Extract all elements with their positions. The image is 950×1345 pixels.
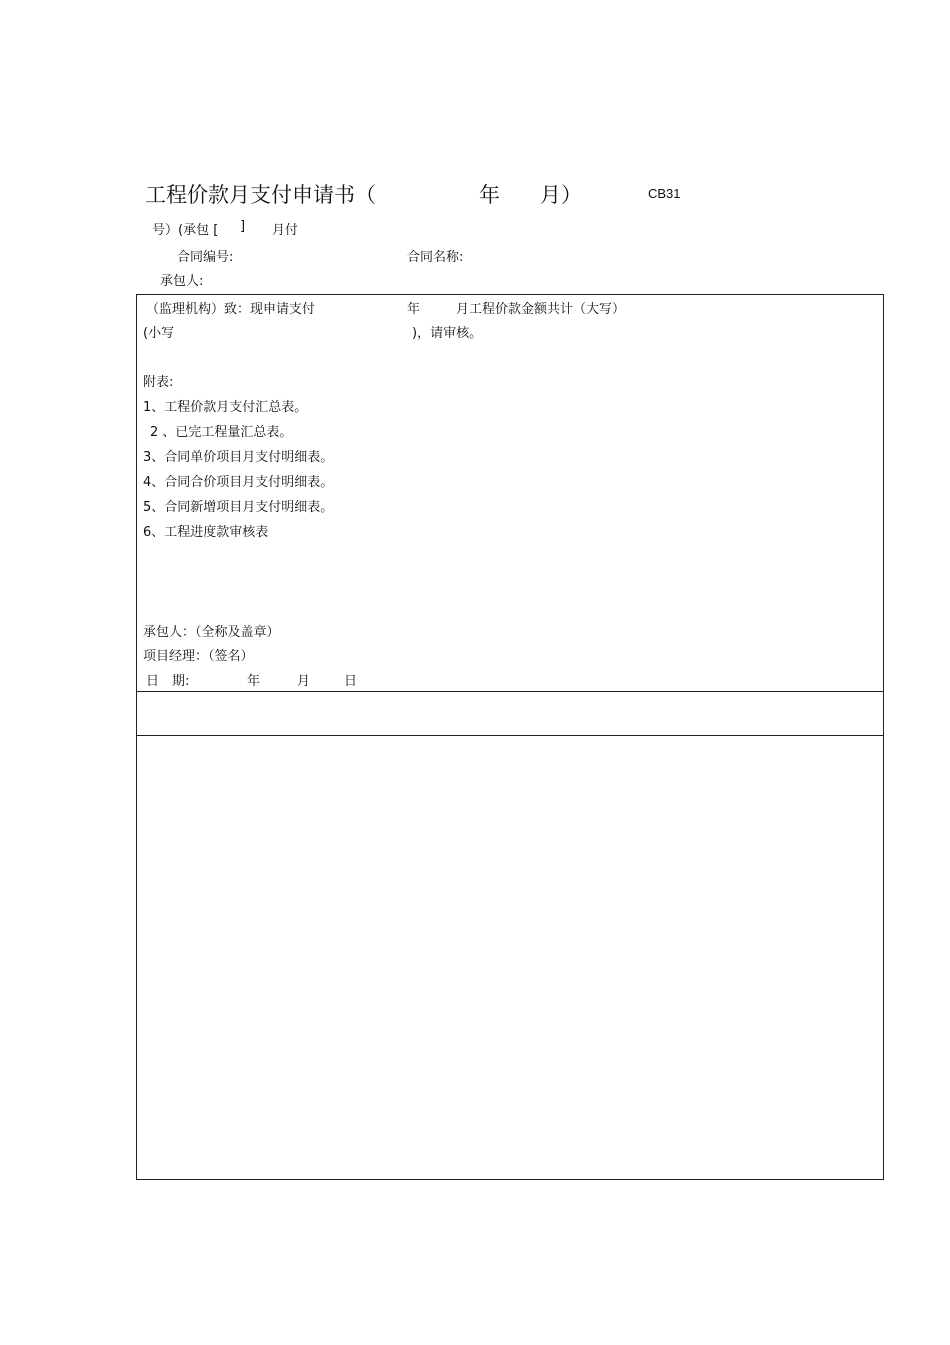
request-amount-text: 月工程价款金额共计（大写） bbox=[456, 302, 626, 317]
request-text: （监理机构）致：现申请支付 bbox=[146, 302, 316, 317]
date-year-label: 年 bbox=[247, 674, 261, 689]
list-item: 3、合同单价项目月支付明细表。 bbox=[143, 450, 334, 465]
divider-line bbox=[136, 691, 884, 692]
monthly-payment-label: 月付 bbox=[272, 223, 299, 238]
contract-no-label: 合同编号: bbox=[177, 250, 234, 265]
contractor-label: 承包人: bbox=[160, 274, 204, 289]
request-year-label: 年 bbox=[407, 302, 421, 317]
contractor-signature-label: 承包人：（全称及盖章） bbox=[143, 625, 280, 640]
attachments-label: 附表: bbox=[143, 375, 174, 390]
project-manager-signature-label: 项目经理：（签名） bbox=[143, 649, 254, 664]
serial-number-line: 号）(承包 [ bbox=[152, 223, 219, 238]
contract-name-label: 合同名称: bbox=[407, 250, 464, 265]
title-year-label: 年 bbox=[479, 183, 500, 207]
list-item: 2 、已完工程量汇总表。 bbox=[150, 425, 293, 440]
date-month-label: 月 bbox=[297, 674, 311, 689]
date-label: 日 期: bbox=[146, 674, 190, 689]
date-day-label: 日 bbox=[344, 674, 358, 689]
list-item: 5、合同新增项目月支付明细表。 bbox=[143, 500, 334, 515]
review-request-text: )，请审核。 bbox=[412, 326, 483, 341]
divider-line bbox=[136, 735, 884, 736]
title-month-label: 月） bbox=[540, 183, 582, 207]
list-item: 4、合同合价项目月支付明细表。 bbox=[143, 475, 334, 490]
list-item: 1、工程价款月支付汇总表。 bbox=[143, 400, 308, 415]
lower-case-amount-label: (小写 bbox=[143, 326, 175, 341]
form-code: CB31 bbox=[648, 186, 681, 201]
page-title: 工程价款月支付申请书（ bbox=[145, 183, 376, 207]
list-item: 6、工程进度款审核表 bbox=[143, 525, 269, 540]
serial-bracket-close: ] bbox=[240, 219, 246, 234]
